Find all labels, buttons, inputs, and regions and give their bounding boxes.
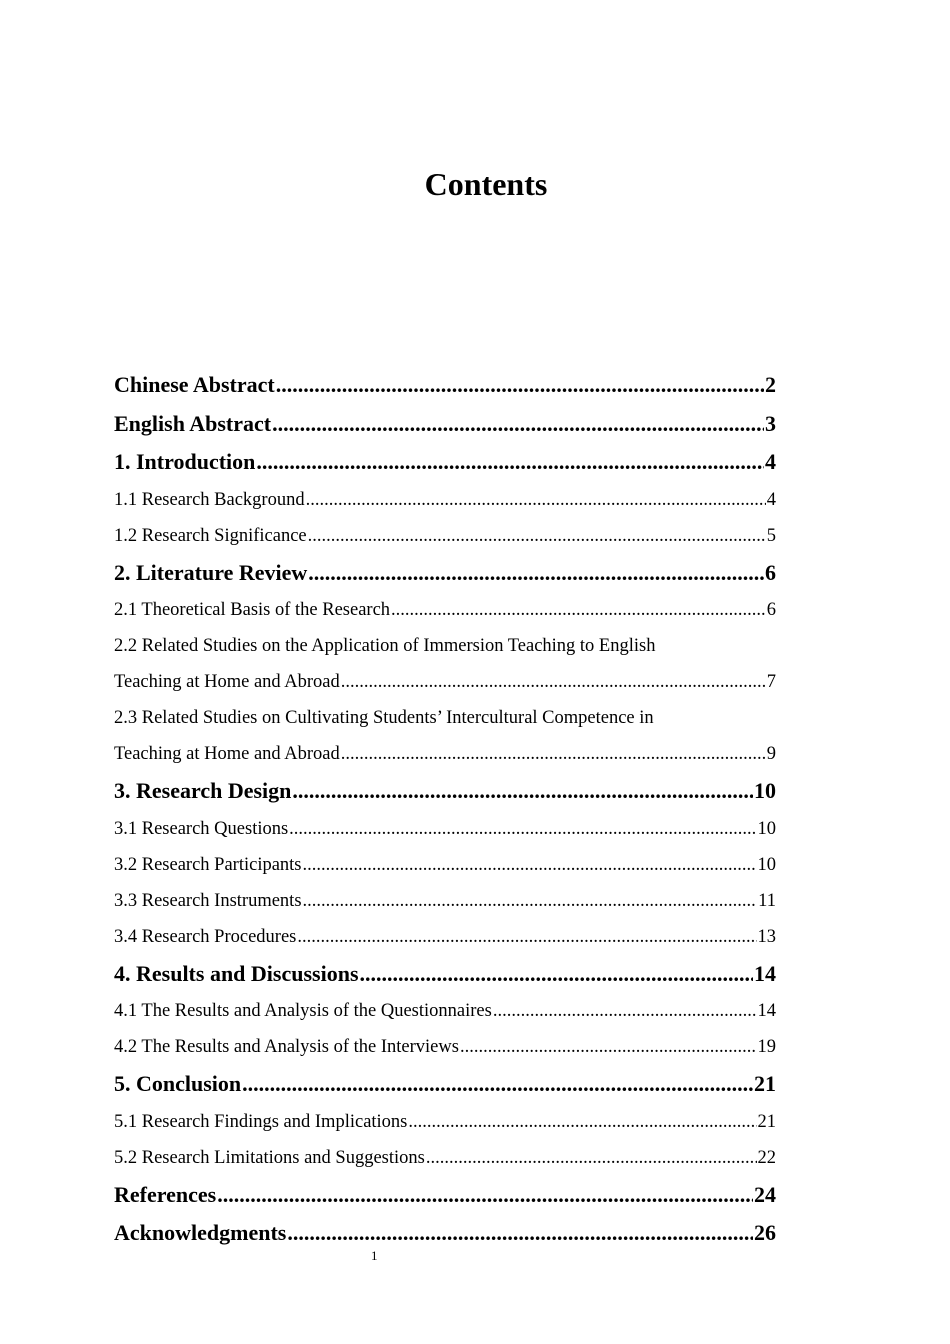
page-number: 1 — [371, 1248, 378, 1263]
toc-entry[interactable] — [114, 1176, 776, 1215]
toc-entry[interactable] — [114, 883, 776, 919]
toc-page-number: 5 — [766, 525, 776, 546]
toc-entry-text: Teaching at Home and Abroad — [114, 744, 340, 764]
dot-leader — [272, 405, 764, 444]
toc-entry-text: 1.1 Research Background — [114, 489, 305, 510]
toc-entry-text: Chinese Abstract — [114, 372, 275, 397]
toc-page-number: 21 — [757, 1111, 776, 1132]
toc-entry-text: 4. Results and Discussions — [114, 960, 359, 986]
dot-leader — [242, 1065, 753, 1104]
toc-page-number: 7 — [766, 672, 776, 692]
dot-leader — [297, 919, 756, 955]
table-of-contents — [114, 366, 776, 1253]
toc-page-number: 10 — [757, 854, 776, 875]
toc-entry[interactable] — [114, 1029, 776, 1065]
toc-entry[interactable] — [114, 919, 776, 955]
toc-page-number: 4 — [766, 489, 776, 510]
toc-page-number: 14 — [754, 960, 776, 986]
toc-entry-text: 3.2 Research Participants — [114, 854, 302, 875]
toc-page-number: 10 — [754, 778, 776, 803]
toc-entry-text: English Abstract — [114, 410, 272, 436]
toc-page-number: 22 — [757, 1147, 776, 1168]
dot-leader — [256, 443, 764, 482]
toc-entry[interactable] — [114, 443, 776, 482]
toc-page-number: 6 — [766, 600, 776, 620]
toc-page-number: 19 — [757, 1037, 776, 1057]
dot-leader — [276, 366, 764, 405]
toc-entry[interactable] — [114, 847, 776, 883]
toc-entry-line — [114, 628, 776, 664]
toc-entry[interactable] — [114, 518, 776, 554]
toc-page-number: 11 — [758, 890, 776, 911]
toc-entry-text: 5.1 Research Findings and Implications — [114, 1111, 408, 1132]
toc-entry-text: 4.2 The Results and Analysis of the Interviews — [114, 1037, 459, 1057]
toc-entry-text: 5. Conclusion — [114, 1071, 242, 1096]
dot-leader — [493, 993, 757, 1029]
dot-leader — [289, 811, 756, 847]
toc-entry[interactable] — [114, 366, 776, 405]
dot-leader — [391, 592, 766, 628]
toc-entry-text: Acknowledgments — [114, 1220, 287, 1245]
dot-leader — [308, 518, 766, 554]
toc-entry-text: 3. Research Design — [114, 778, 292, 803]
toc-page-number: 9 — [766, 744, 776, 764]
dot-leader — [408, 1104, 756, 1140]
toc-entry-text: 3.3 Research Instruments — [114, 890, 302, 911]
toc-entry[interactable] — [114, 1065, 776, 1104]
toc-entry-text: 3.4 Research Procedures — [114, 926, 297, 947]
dot-leader — [292, 772, 753, 811]
toc-page-number: 3 — [765, 410, 776, 436]
toc-page-number: 21 — [754, 1071, 776, 1096]
dot-leader — [287, 1214, 753, 1253]
toc-entry[interactable] — [114, 554, 776, 593]
toc-entry-text: 4.1 The Results and Analysis of the Questionnaires — [114, 1001, 492, 1021]
toc-page-number: 2 — [765, 372, 776, 397]
dot-leader — [303, 883, 758, 919]
toc-entry[interactable] — [114, 1140, 776, 1176]
toc-entry-text: 1.2 Research Significance — [114, 525, 307, 546]
dot-leader — [426, 1140, 757, 1176]
toc-entry[interactable] — [114, 1214, 776, 1253]
dot-leader — [217, 1176, 753, 1215]
toc-entry[interactable] — [114, 1104, 776, 1140]
toc-entry-text: 1. Introduction — [114, 449, 256, 474]
toc-entry[interactable] — [114, 405, 776, 444]
toc-entry[interactable] — [114, 592, 776, 628]
toc-page-number: 4 — [765, 449, 776, 474]
toc-entry[interactable] — [114, 482, 776, 518]
toc-entry-text: 2.3 Related Studies on Cultivating Students’ Intercultural Competence in — [114, 708, 654, 728]
toc-page-number: 14 — [757, 1001, 776, 1021]
toc-entry-line — [114, 700, 776, 736]
toc-entry-text: 2.1 Theoretical Basis of the Research — [114, 600, 391, 620]
toc-entry[interactable] — [114, 736, 776, 772]
toc-page-number: 24 — [754, 1181, 776, 1207]
toc-page-number: 6 — [765, 559, 776, 585]
dot-leader — [306, 482, 766, 518]
toc-entry-text: 2. Literature Review — [114, 559, 308, 585]
toc-entry-text: Teaching at Home and Abroad — [114, 672, 340, 692]
toc-entry[interactable] — [114, 811, 776, 847]
dot-leader — [303, 847, 757, 883]
page-title: Contents — [424, 166, 548, 202]
toc-entry-text: 3.1 Research Questions — [114, 818, 289, 839]
dot-leader — [460, 1029, 757, 1065]
dot-leader — [360, 955, 753, 994]
toc-entry[interactable] — [114, 993, 776, 1029]
toc-page-number: 10 — [757, 818, 776, 839]
toc-entry-text: References — [114, 1181, 217, 1207]
toc-entry[interactable] — [114, 664, 776, 700]
dot-leader — [341, 736, 766, 772]
toc-entry-text: 2.2 Related Studies on the Application of Immersion Teaching to English — [114, 636, 656, 656]
toc-page-number: 13 — [757, 926, 776, 947]
toc-entry-text: 5.2 Research Limitations and Suggestions — [114, 1147, 425, 1168]
dot-leader — [308, 554, 764, 593]
toc-page-number: 26 — [754, 1220, 776, 1245]
toc-entry[interactable] — [114, 955, 776, 994]
toc-entry[interactable] — [114, 772, 776, 811]
dot-leader — [341, 664, 766, 700]
